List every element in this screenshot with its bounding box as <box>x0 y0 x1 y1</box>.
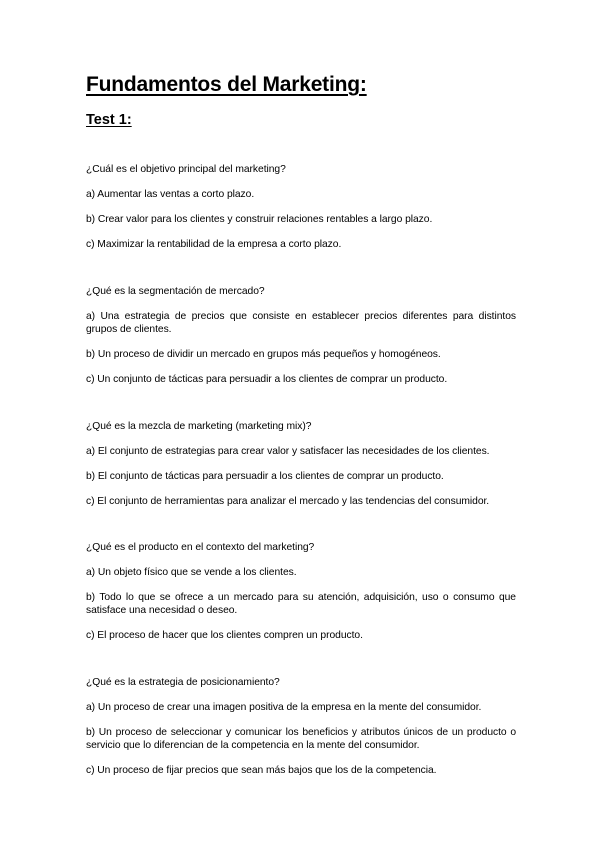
option-c: c) Un conjunto de tácticas para persuadir a los clientes de comprar un producto. <box>86 374 448 385</box>
option-b: b) Crear valor para los clientes y construir relaciones rentables a largo plazo. <box>86 214 433 225</box>
question-block-5 <box>86 676 516 789</box>
question-block-4 <box>86 541 516 654</box>
option-b: b) Todo lo que se ofrece a un mercado para su atención, adquisición, uso o consumo que satisface una necesidad o deseo. <box>86 592 516 616</box>
test-subtitle: Test 1: <box>86 112 132 128</box>
option-c: c) El conjunto de herramientas para analizar el mercado y las tendencias del consumidor. <box>86 496 490 507</box>
option-c: c) Maximizar la rentabilidad de la empresa a corto plazo. <box>86 239 342 250</box>
question-text: ¿Qué es la segmentación de mercado? <box>86 286 265 297</box>
question-block-2 <box>86 285 516 398</box>
question-text: ¿Qué es el producto en el contexto del marketing? <box>86 542 315 553</box>
question-block-1 <box>86 163 516 263</box>
option-a: a) Aumentar las ventas a corto plazo. <box>86 189 255 200</box>
option-b: b) Un proceso de dividir un mercado en grupos más pequeños y homogéneos. <box>86 349 441 360</box>
document-title: Fundamentos del Marketing: <box>86 73 367 96</box>
option-a: a) Un objeto físico que se vende a los clientes. <box>86 567 297 578</box>
question-text: ¿Qué es la estrategia de posicionamiento? <box>86 677 280 688</box>
option-c: c) El proceso de hacer que los clientes compren un producto. <box>86 630 363 641</box>
option-a: a) El conjunto de estrategias para crear valor y satisfacer las necesidades de los clientes. <box>86 446 490 457</box>
option-c: c) Un proceso de fijar precios que sean más bajos que los de la competencia. <box>86 765 437 776</box>
option-a: a) Una estrategia de precios que consiste en establecer precios diferentes para distintos grupos de clientes. <box>86 311 516 335</box>
question-text: ¿Cuál es el objetivo principal del marketing? <box>86 164 286 175</box>
question-text: ¿Qué es la mezcla de marketing (marketing mix)? <box>86 421 312 432</box>
option-a: a) Un proceso de crear una imagen positiva de la empresa en la mente del consumidor. <box>86 702 482 713</box>
option-b: b) El conjunto de tácticas para persuadir a los clientes de comprar un producto. <box>86 471 444 482</box>
question-block-3 <box>86 420 516 520</box>
option-b: b) Un proceso de seleccionar y comunicar los beneficios y atributos únicos de un producto o servicio que lo diferencian de la competencia en la mente del consumidor. <box>86 727 516 751</box>
